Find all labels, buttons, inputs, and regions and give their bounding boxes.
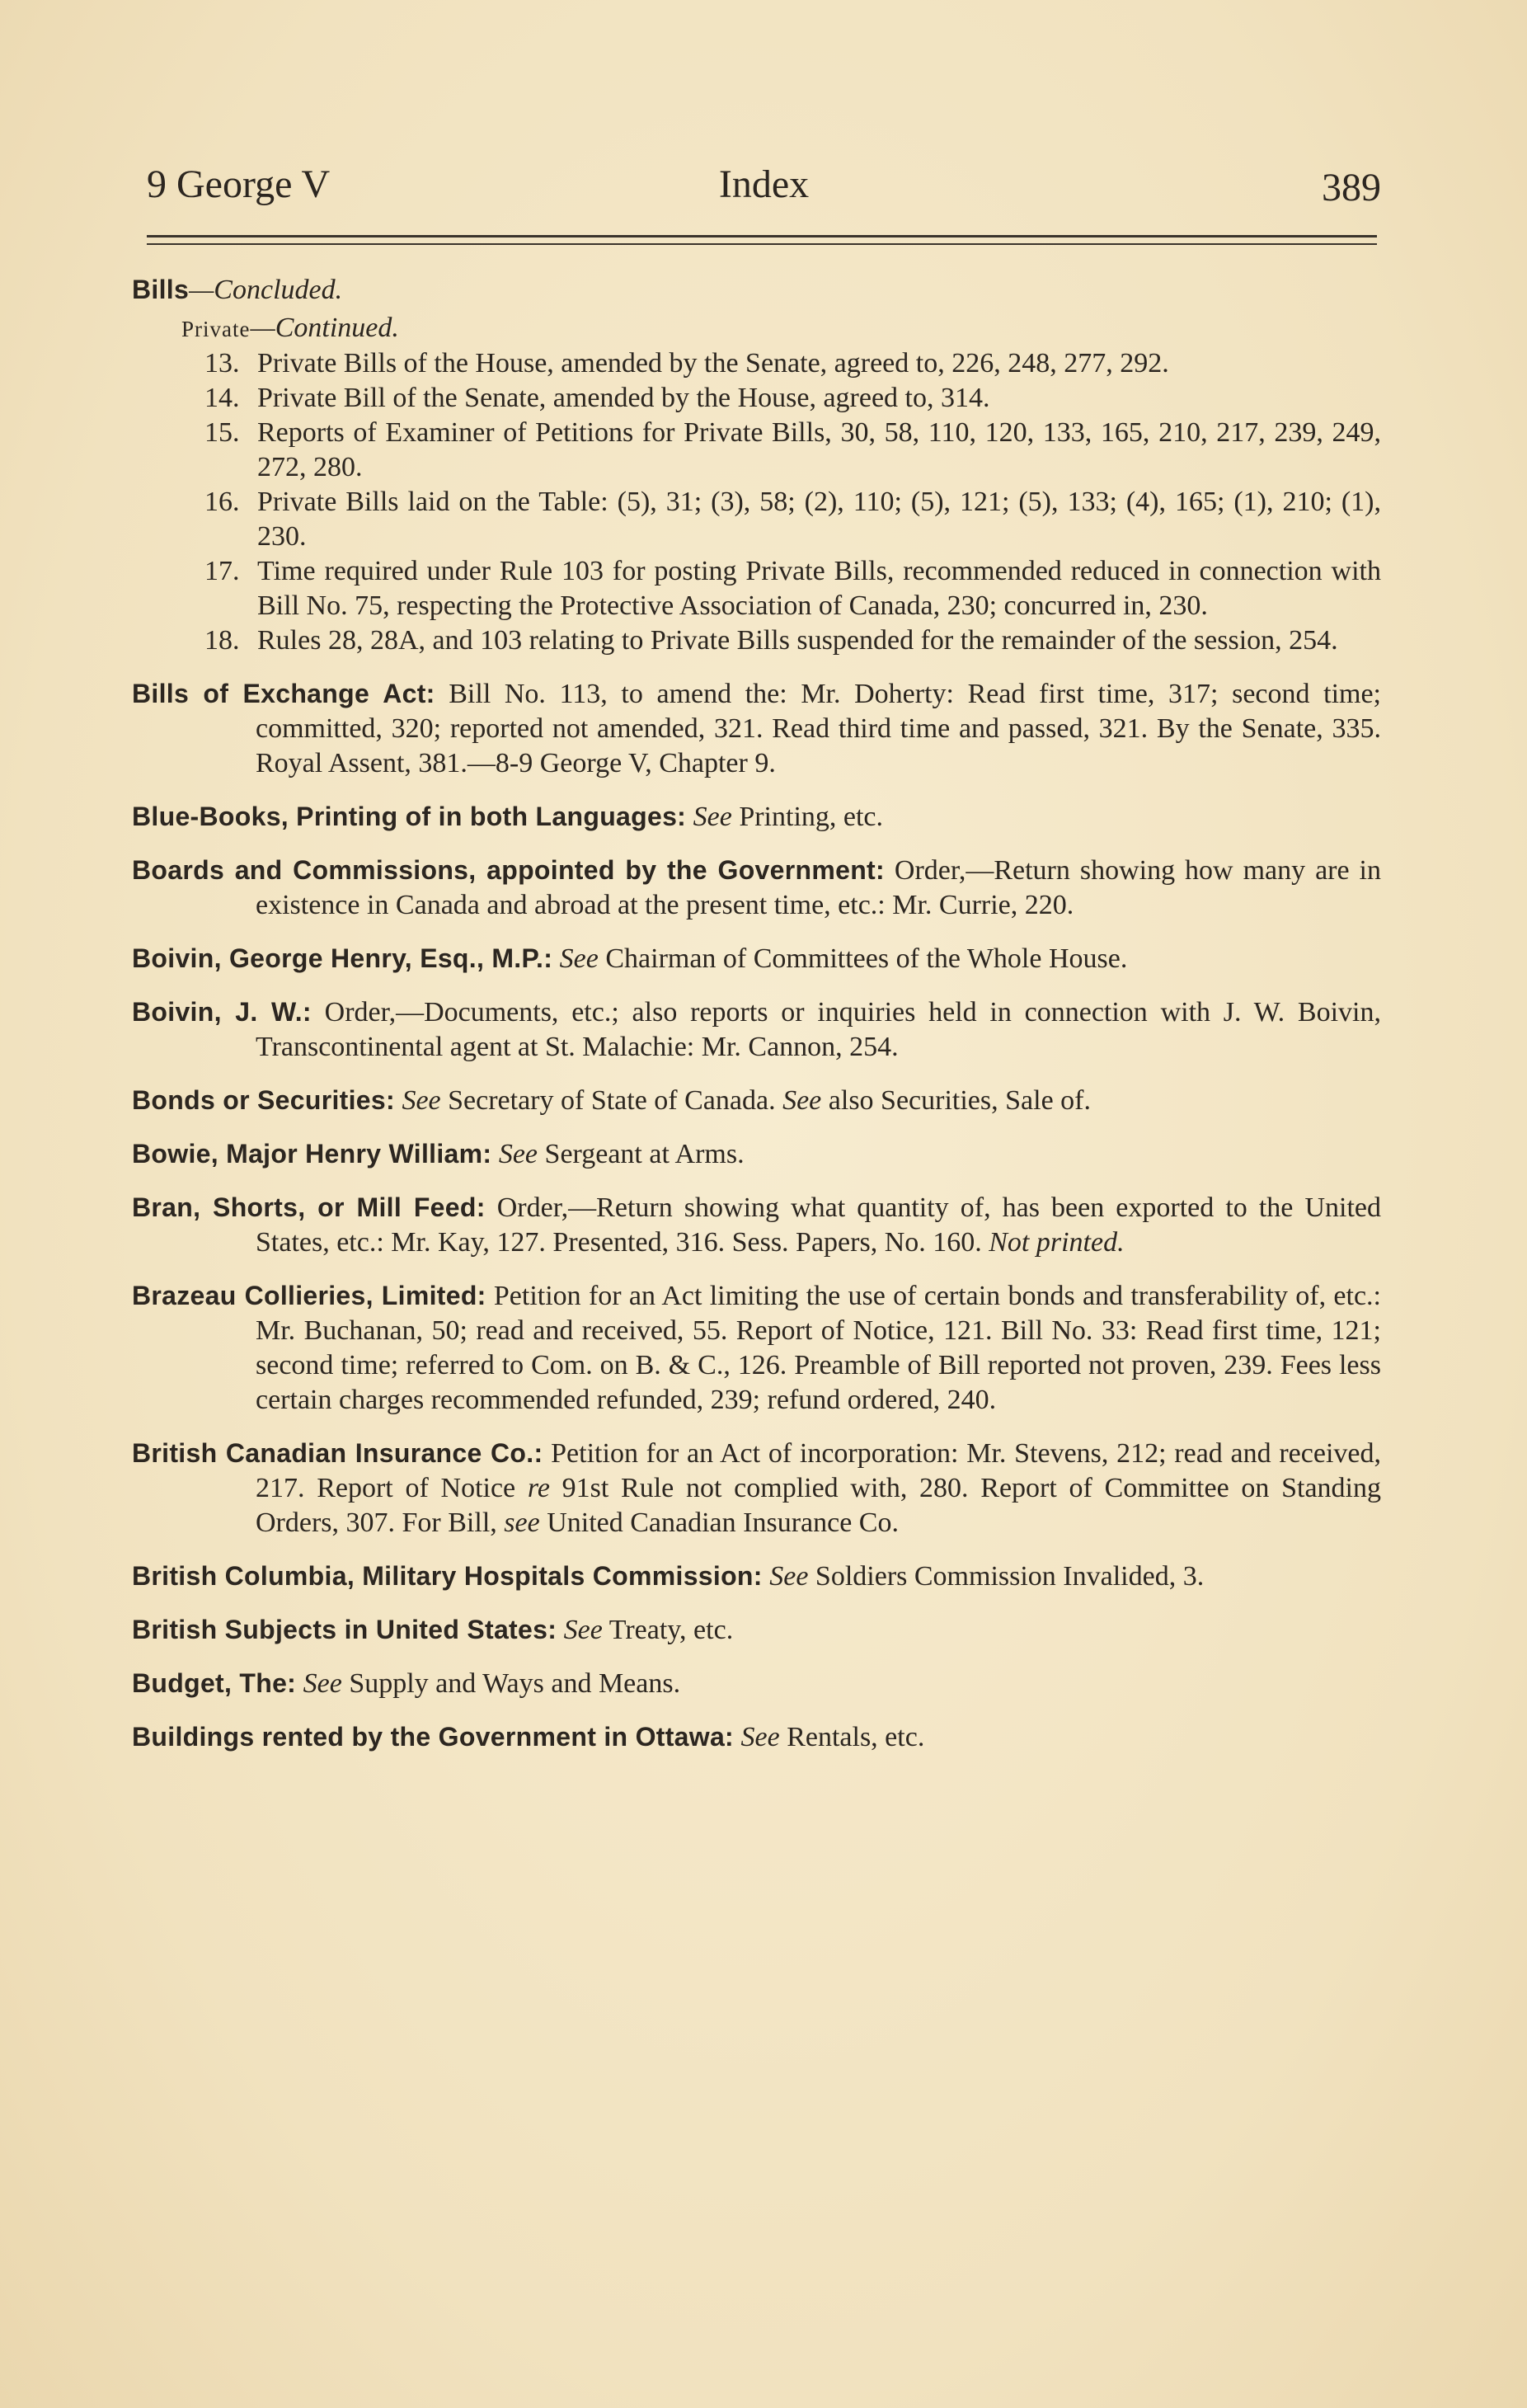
entry-head: Blue-Books, Printing of in both Languages: [132,802,687,831]
entry-head: Bran, Shorts, or Mill Feed: [132,1192,486,1222]
item-number: 17. [204,556,240,586]
not-printed-note: Not printed. [989,1227,1125,1258]
entry-text: Rentals, etc. [779,1722,925,1752]
see-reference: See [402,1085,441,1116]
entry-text: United Canadian Insurance Co. [539,1507,899,1538]
entry-head: British Columbia, Military Hospitals Commission: [132,1561,763,1591]
index-entry [132,1612,1381,1648]
subheading-continuation: —Continued. [250,313,399,343]
entry-head: Bills [132,275,190,304]
entry-head: Buildings rented by the Government in Ottawa: [132,1722,735,1752]
entry-text: Soldiers Commission Invalided, 3. [808,1561,1205,1592]
index-entry [132,1436,1381,1540]
entry-head: Boivin, J. W.: [132,997,312,1027]
item-text: Rules 28, 28A, and 103 relating to Private Bills suspended for the remainder of the session, 254. [257,625,1338,656]
index-entry [132,995,1381,1065]
numbered-item [132,416,1381,485]
entry-head: Brazeau Collieries, Limited: [132,1281,486,1310]
item-number: 18. [204,625,240,656]
item-number: 15. [204,417,240,448]
running-header [147,162,1381,219]
see-reference: See [740,1722,780,1752]
numbered-item [132,381,1381,416]
entry-text: Bill No. 113, to amend the: Mr. Doherty: Read first time, 317; second time; committed, 320; reported not amended, 321. Read third time and passed, 321. By the Senate, 335. Royal Assent, 381.—8-9 George V, Chapter 9. [256,679,1381,778]
header-regnal-year: 9 George V [147,162,331,206]
item-text: Time required under Rule 103 for posting Private Bills, recommended reduced in connection with Bill No. 75, respecting the Protective Association of Canada, 230; concurred in, 230. [257,556,1381,621]
entry-head: British Subjects in United States: [132,1615,557,1644]
see-reference: See [693,802,732,832]
entry-text: Order,—Return showing what quantity of, has been exported to the United States, etc.: Mr. Kay, 127. Presented, 316. Sess. Papers, No. 160. [256,1192,1381,1258]
entry-head: Boivin, George Henry, Esq., M.P.: [132,943,553,973]
item-text: Private Bills of the House, amended by the Senate, agreed to, 226, 248, 277, 292. [257,348,1169,379]
entry-head: Bowie, Major Henry William: [132,1139,492,1169]
entry-text: also Securities, Sale of. [821,1085,1091,1116]
subheading-private [181,311,1381,346]
entry-continuation: —Concluded. [189,275,343,305]
index-entry [132,1278,1381,1418]
see-reference: See [563,1615,603,1645]
index-entry [132,1083,1381,1118]
see-reference: see [504,1507,540,1538]
re-reference: re [527,1473,550,1503]
item-number: 14. [204,383,240,413]
header-rule-top [147,235,1377,238]
item-text: Private Bills laid on the Table: (5), 31; (3), 58; (2), 110; (5), 121; (5), 133; (4), 165; (1), 210; (1), 230. [257,487,1381,552]
index-entry [132,1666,1381,1701]
see-reference: See [303,1668,342,1699]
entry-head: Boards and Commissions, appointed by the Government: [132,855,885,885]
entry-text: Supply and Ways and Means. [341,1668,681,1699]
see-reference: See [769,1561,809,1592]
index-entry [132,799,1381,835]
numbered-item [132,485,1381,554]
see-reference: See [559,943,599,974]
entry-text: Printing, etc. [731,802,884,832]
index-entry [132,676,1381,781]
entry-text: Order,—Documents, etc.; also reports or inquiries held in connection with J. W. Boivin, Transcontinental agent at St. Malachie: Mr. Cannon, 254. [256,997,1381,1062]
index-entry [132,1559,1381,1594]
entry-text: Petition for an Act limiting the use of certain bonds and transferability of, etc.: Mr. Buchanan, 50; read and received, 55. Report of Notice, 121. Bill No. 33: Read first time, 121; second time; referred to Com. on B. & C., 126. Preamble of Bill reported not proven, 239. Fees less certain charges recommended refunded, 239; refund ordered, 240. [256,1281,1381,1415]
item-number: 16. [204,487,240,517]
entry-head: Bonds or Securities: [132,1085,395,1115]
entry-text: Secretary of State of Canada. [440,1085,776,1116]
subheading-label: Private [181,317,251,341]
item-text: Private Bill of the Senate, amended by the House, agreed to, 314. [257,383,990,413]
header-title: Index [718,162,810,206]
entry-text: 91st Rule not complied with, 280. Report of Committee on Standing Orders, 307. For Bill, [256,1473,1381,1538]
see-reference: See [498,1139,538,1169]
entry-text: Treaty, etc. [602,1615,734,1645]
numbered-item [132,346,1381,381]
entry-head: Budget, The: [132,1668,297,1698]
entry-text: Sergeant at Arms. [538,1139,745,1169]
index-entry [132,1136,1381,1172]
entry-text: Petition for an Act of incorporation: Mr. Stevens, 212; read and received, 217. Report of Notice [256,1438,1381,1503]
index-entry [132,941,1381,976]
index-entry [132,1719,1381,1755]
index-entry [132,853,1381,923]
index-heading-bills [132,272,1381,308]
item-text: Reports of Examiner of Petitions for Private Bills, 30, 58, 110, 120, 133, 165, 210, 217, 239, 249, 272, 280. [257,417,1381,482]
page-number: 389 [1322,166,1381,209]
item-number: 13. [204,348,240,379]
numbered-item [132,623,1381,658]
numbered-item [132,554,1381,623]
entry-head: Bills of Exchange Act: [132,679,435,708]
entry-text: Order,—Return showing how many are in existence in Canada and abroad at the present time, etc.: Mr. Currie, 220. [256,855,1381,920]
entry-text: Chairman of Committees of the Whole House. [598,943,1128,974]
index-content [132,272,1381,1755]
entry-head: British Canadian Insurance Co.: [132,1438,543,1468]
see-reference: See [782,1085,822,1116]
index-entry [132,1190,1381,1260]
header-rule-bottom [147,243,1377,245]
